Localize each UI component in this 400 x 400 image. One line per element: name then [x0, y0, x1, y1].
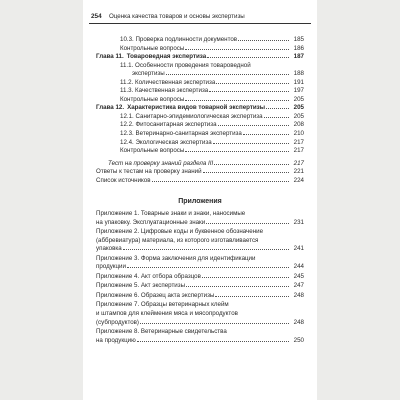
appendix-entry	[96, 273, 304, 282]
toc-page-number: 245	[293, 272, 304, 280]
appendix-line-text: Приложение 6. Образец акта экспертизы	[96, 291, 215, 299]
appendix-entry	[96, 210, 304, 227]
chapter-number: Глава 12.	[96, 104, 125, 112]
toc-page-number: 248	[293, 291, 304, 299]
toc-page-number: 208	[293, 121, 304, 129]
toc-entry	[96, 36, 304, 45]
toc-entry-label: 12.1. Санитарно-эпидемиологическая экспертиза	[120, 112, 263, 120]
toc-page-number: 205	[293, 95, 304, 103]
leader-dots	[202, 276, 289, 278]
leader-dots	[206, 222, 289, 224]
appendix-line	[96, 301, 304, 310]
toc-entry-label: 11.3. Качественная экспертиза	[120, 87, 209, 95]
appendix-line-text: Приложение 5. Акт экспертизы	[96, 282, 186, 290]
toc-page-number: 205	[293, 104, 304, 112]
appendix-line-text: и штампов для клеймения мяса и мясопродуктов	[96, 309, 238, 317]
toc-page-number: 217	[293, 138, 304, 146]
toc-entry-cont	[96, 70, 304, 79]
leader-dots	[214, 163, 289, 165]
leader-dots	[207, 56, 289, 58]
toc-page-number: 217	[293, 147, 304, 155]
appendix-line-text: Приложение 4. Акт отбора образцов	[96, 272, 201, 280]
appendix-entry	[96, 282, 304, 291]
appendix-line	[96, 310, 304, 319]
appendix-line-text: Приложение 8. Ветеринарные свидетельства	[96, 328, 227, 336]
appendix-entry	[96, 255, 304, 272]
toc-page-number: 221	[293, 168, 304, 176]
leader-dots	[185, 48, 289, 50]
toc-entry-label: Ответы к тестам на проверку знаний	[96, 168, 202, 176]
appendix-entry	[96, 228, 304, 254]
toc-entry	[96, 96, 304, 105]
appendix-entry	[96, 301, 304, 327]
leader-dots	[266, 107, 289, 109]
toc-entry	[96, 139, 304, 148]
toc-chapters	[96, 36, 304, 156]
appendix-line	[96, 237, 304, 246]
toc-entry-label: Контрольные вопросы	[120, 95, 185, 103]
appendix-line	[96, 263, 304, 272]
leader-dots	[203, 171, 289, 173]
book-page	[83, 0, 317, 400]
header-rule	[89, 23, 311, 24]
toc-page-number: 247	[293, 282, 304, 290]
toc-entry-label: 11.1. Особенности проведения товароведной	[120, 61, 251, 69]
toc-page-number: 231	[293, 218, 304, 226]
toc-entry-label: 12.3. Ветеринарно-санитарная экспертиза	[120, 130, 242, 138]
leader-dots	[137, 340, 289, 342]
leader-dots	[209, 90, 289, 92]
leader-dots	[264, 116, 289, 118]
toc-entry-label: Тест на проверку знаний раздела III	[108, 159, 214, 167]
toc-entry-label: 10.3. Проверка подлинности документов	[120, 36, 238, 43]
toc-page-number: 224	[293, 176, 304, 184]
appendix-line-text: Приложение 7. Образцы ветеринарных клейм	[96, 301, 229, 309]
appendix-line-text: Приложение 2. Цифровые коды и буквенное обозначение	[96, 228, 264, 236]
leader-dots	[215, 295, 289, 297]
toc-entry	[96, 104, 304, 113]
running-title: Оценка качества товаров и основы экспертизы	[109, 13, 245, 20]
toc-page-number: 248	[293, 318, 304, 326]
toc-page-number: 185	[293, 36, 304, 43]
toc-entry-label: 12.4. Экологическая экспертиза	[120, 138, 212, 146]
toc-page-number: 197	[293, 87, 304, 95]
appendix-line	[96, 328, 304, 337]
toc-entry	[96, 53, 304, 62]
appendix-title: Приложения	[178, 198, 222, 206]
appendix-line	[96, 282, 304, 291]
leader-dots	[238, 39, 289, 41]
toc-page-number: 217	[293, 159, 304, 167]
toc-end-matter	[96, 160, 304, 186]
appendix-line	[96, 245, 304, 254]
appendix-line	[96, 319, 304, 328]
toc-page-number: 205	[293, 112, 304, 120]
leader-dots	[123, 248, 289, 250]
appendix-line-text: продукции	[96, 263, 126, 271]
toc-page-number: 191	[293, 78, 304, 86]
toc-entry	[96, 113, 304, 122]
toc-page-number: 210	[293, 130, 304, 138]
toc-entry	[96, 130, 304, 139]
toc-page-number: 241	[293, 245, 304, 253]
leader-dots	[213, 142, 289, 144]
toc-page-number: 250	[293, 336, 304, 344]
appendix-line	[96, 255, 304, 264]
leader-dots	[185, 99, 289, 101]
toc-entry	[96, 121, 304, 130]
toc-entry	[96, 79, 304, 88]
appendix-line-text: на упаковку. Эксплуатационные знаки	[96, 218, 206, 226]
appendix-line	[96, 210, 304, 219]
appendix-line-text: Приложение 1. Товарные знаки и знаки, наносимые	[96, 209, 246, 217]
toc-entry-label: 11.2. Количественная экспертиза	[120, 78, 216, 86]
appendix-entry	[96, 292, 304, 301]
appendix-line	[96, 219, 304, 228]
leader-dots	[216, 82, 289, 84]
leader-dots	[243, 133, 289, 135]
appendix-entry	[96, 328, 304, 345]
leader-dots	[218, 124, 289, 126]
appendix-line-text: Приложение 3. Форма заключения для идентификации	[96, 254, 256, 262]
leader-dots	[166, 73, 289, 75]
toc-entry	[96, 160, 304, 169]
toc-entry-label: Список источников	[96, 176, 151, 184]
appendix-line-text: упаковка	[96, 245, 122, 253]
toc-entry-label: экспертизы	[132, 70, 165, 78]
leader-dots	[127, 266, 289, 268]
toc-entry-label: Товароведная экспертиза	[126, 53, 207, 61]
toc-entry	[96, 87, 304, 96]
page-number: 254	[91, 13, 102, 20]
appendix-line-text: (субпродуктов)	[96, 318, 139, 326]
toc-entry	[96, 45, 304, 54]
toc-entry-label: Контрольные вопросы	[120, 147, 185, 155]
table-of-contents	[96, 36, 304, 346]
toc-page-number: 187	[293, 53, 304, 61]
toc-entry	[96, 62, 304, 71]
appendix-line	[96, 228, 304, 237]
toc-appendices	[96, 210, 304, 345]
toc-entry-label: Характеристика видов товарной экспертизы	[127, 104, 266, 112]
appendix-line-text: на продукцию	[96, 336, 136, 344]
appendix-line	[96, 292, 304, 301]
chapter-number: Глава 11.	[96, 53, 124, 61]
appendix-line-text: (аббревиатура) материала, из которого изготавливается	[96, 236, 259, 244]
toc-entry	[96, 147, 304, 156]
toc-entry-label: 12.2. Фитосанитарная экспертиза	[120, 121, 217, 129]
toc-page-number: 244	[293, 263, 304, 271]
toc-entry	[96, 177, 304, 186]
toc-entry	[96, 168, 304, 177]
toc-page-number: 188	[293, 70, 304, 78]
leader-dots	[185, 150, 289, 152]
leader-dots	[152, 180, 289, 182]
appendix-line	[96, 337, 304, 346]
page-header	[89, 13, 311, 21]
toc-page-number: 186	[293, 44, 304, 52]
appendix-line	[96, 273, 304, 282]
leader-dots	[186, 285, 289, 287]
leader-dots	[140, 322, 289, 324]
toc-entry-label: Контрольные вопросы	[120, 44, 185, 52]
